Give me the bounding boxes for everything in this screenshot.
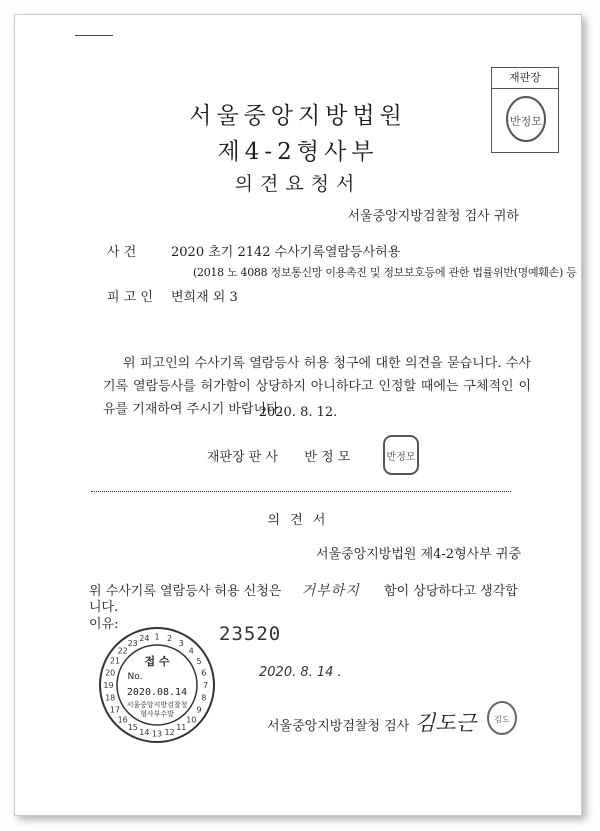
receipt-stamp-date: 2020.08.14 — [126, 687, 188, 698]
presiding-judge-seal-box — [491, 67, 559, 153]
opinion-prefix: 위 수사기록 열람등사 허용 신청은 — [89, 584, 282, 599]
prosecutor-seal-text: 김도 — [494, 715, 510, 724]
stamp-digit: 18 — [105, 693, 116, 703]
receipt-stamp-title: 접 수 — [144, 655, 170, 668]
document-title: 의견요청서 — [234, 173, 362, 195]
prosecutor-signature: 김도근 — [415, 711, 476, 735]
stamp-digit: 3 — [178, 639, 184, 648]
opinion-wrap: 니다. — [89, 600, 119, 615]
stamp-digit: 12 — [164, 727, 175, 737]
handwritten-opinion: 거부하지 — [301, 583, 360, 599]
stamp-digit: 15 — [127, 723, 138, 732]
stamp-digit: 22 — [117, 646, 128, 656]
judge-name-stamp-icon — [381, 433, 421, 477]
receipt-stamp-no: No. — [127, 672, 143, 682]
opinion-title: 의 견 서 — [267, 513, 329, 528]
stamp-digit: 14 — [139, 727, 150, 737]
corner-mark — [75, 35, 113, 36]
prosecutor-seal-icon — [485, 699, 519, 737]
request-body-text: 위 피고인의 수사기록 열람등사 허용 청구에 대한 의견을 묻습니다. 수사기록 열람등사를 허가함이 상당하지 아니하다고 인정할 때에는 구체적인 이유를 기재하여 주시기 바랍니다. — [103, 356, 531, 417]
stamp-digit: 5 — [196, 656, 202, 666]
defendant-name: 변희재 외 3 — [171, 290, 238, 305]
court-name: 서울중앙지방법원 — [189, 103, 407, 129]
handwritten-date: 2020. 8. 14 . — [259, 665, 342, 680]
judge-seal-stamp-icon — [504, 94, 548, 144]
stamp-digit: 20 — [105, 668, 116, 678]
judge-name: 반 정 모 — [304, 450, 351, 465]
division-name: 제4-2형사부 — [217, 139, 379, 165]
receipt-stamp-office1: 서울중앙지방검찰청 — [126, 701, 188, 709]
request-addressee: 서울중앙지방검찰청 검사 귀하 — [347, 209, 519, 224]
request-date: 2020. 8. 12. — [258, 405, 338, 420]
stamp-digit: 4 — [188, 646, 194, 656]
stamp-digit: 23 — [127, 639, 138, 648]
defendant-label: 피 고 인 — [107, 290, 153, 305]
receipt-number: 23520 — [219, 623, 282, 645]
prosecutor-label: 서울중앙지방검찰청 검사 — [267, 719, 410, 734]
dotted-separator — [91, 491, 511, 492]
receipt-round-stamp-icon — [97, 625, 217, 745]
stamp-digit: 9 — [196, 705, 202, 715]
related-case: (2018 노 4088 정보통신망 이용촉진 및 정보보호등에 관한 법률위반(명예훼손) 등 — [193, 266, 577, 279]
judge-title: 재판장 판 사 — [207, 450, 279, 465]
seal-stamp-text: 반정모 — [510, 115, 542, 128]
case-label: 사 건 — [107, 245, 137, 260]
stamp-digit: 10 — [186, 715, 197, 725]
case-number: 2020 초기 2142 수사기록열람등사허용 — [171, 245, 401, 260]
stamp-digit: 2 — [167, 634, 173, 644]
stamp-digit: 24 — [139, 634, 150, 644]
stamp-digit: 16 — [117, 715, 128, 725]
document-page — [14, 14, 582, 816]
stamp-digit: 17 — [109, 705, 121, 715]
stamp-digit: 8 — [201, 693, 207, 703]
stamp-digit: 7 — [202, 681, 209, 690]
stamp-digit: 6 — [201, 668, 207, 678]
judge-signature-line — [207, 446, 350, 465]
opinion-statement — [89, 580, 518, 600]
stamp-digit: 21 — [109, 656, 121, 666]
receipt-stamp-office2: 형사부수발 — [140, 710, 174, 718]
opinion-suffix: 함이 상당하다고 생각합 — [384, 584, 518, 599]
stamp-digit: 1 — [154, 632, 160, 642]
stamp-digit: 19 — [103, 681, 114, 690]
opinion-addressee: 서울중앙지방법원 제4-2형사부 귀중 — [315, 547, 521, 562]
stamp-digit: 11 — [176, 723, 187, 732]
seal-label: 재판장 — [492, 68, 558, 89]
stamp-digit: 13 — [151, 729, 163, 739]
judge-stamp-text: 반정모 — [386, 452, 416, 463]
reason-label: 이유: — [89, 617, 119, 632]
